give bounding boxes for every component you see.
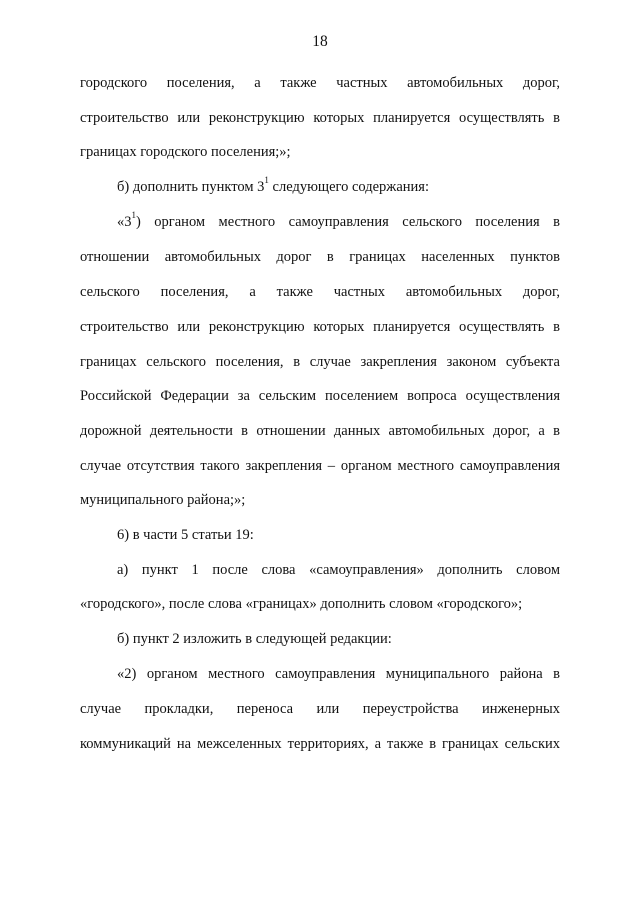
text-line-12: случае отсутствия такого закрепления – органом местного самоуправления: [80, 458, 560, 474]
text-segment: следующего содержания:: [268, 179, 429, 195]
superscript: 1: [264, 175, 269, 186]
text-line-13: муниципального района;»;: [80, 492, 246, 508]
text-line-1: городского поселения, а также частных автомобильных дорог,: [80, 75, 560, 91]
text-line-7: сельского поселения, а также частных автомобильных дорог,: [80, 284, 560, 300]
text-segment: б) дополнить пунктом 3: [117, 179, 265, 195]
text-line-6: отношении автомобильных дорог в границах населенных пунктов: [80, 249, 560, 265]
text-line-11: дорожной деятельности в отношении данных автомобильных дорог, а в: [80, 423, 560, 439]
text-line-8: строительство или реконструкцию которых планируется осуществлять в: [80, 319, 560, 335]
text-line-3: границах городского поселения;»;: [80, 144, 291, 160]
text-line-10: Российской Федерации за сельским поселением вопроса осуществления: [80, 388, 560, 404]
text-line-2: строительство или реконструкцию которых планируется осуществлять в: [80, 110, 560, 126]
page-number: 18: [312, 33, 328, 50]
paragraph-b-add-point: [117, 177, 429, 197]
text-line-19: случае прокладки, переноса или переустройства инженерных: [80, 701, 560, 717]
superscript: 1: [131, 210, 136, 221]
paragraph-2-start: «2) органом местного самоуправления муниципального района в: [117, 666, 560, 682]
text-segment: «3: [117, 214, 132, 230]
text-segment: ) органом местного самоуправления сельского поселения в: [136, 214, 560, 230]
paragraph-6-part-5: 6) в части 5 статьи 19:: [117, 527, 254, 543]
paragraph-b-point-2: б) пункт 2 изложить в следующей редакции:: [117, 631, 392, 647]
text-line-20: коммуникаций на межселенных территориях, а также в границах сельских: [80, 736, 560, 752]
paragraph-a-point-1: а) пункт 1 после слова «самоуправления» дополнить словом: [117, 562, 560, 578]
paragraph-3-1-start: [117, 212, 560, 232]
text-line-16: «городского», после слова «границах» дополнить словом «городского»;: [80, 596, 523, 612]
text-line-9: границах сельского поселения, в случае закрепления законом субъекта: [80, 354, 560, 370]
